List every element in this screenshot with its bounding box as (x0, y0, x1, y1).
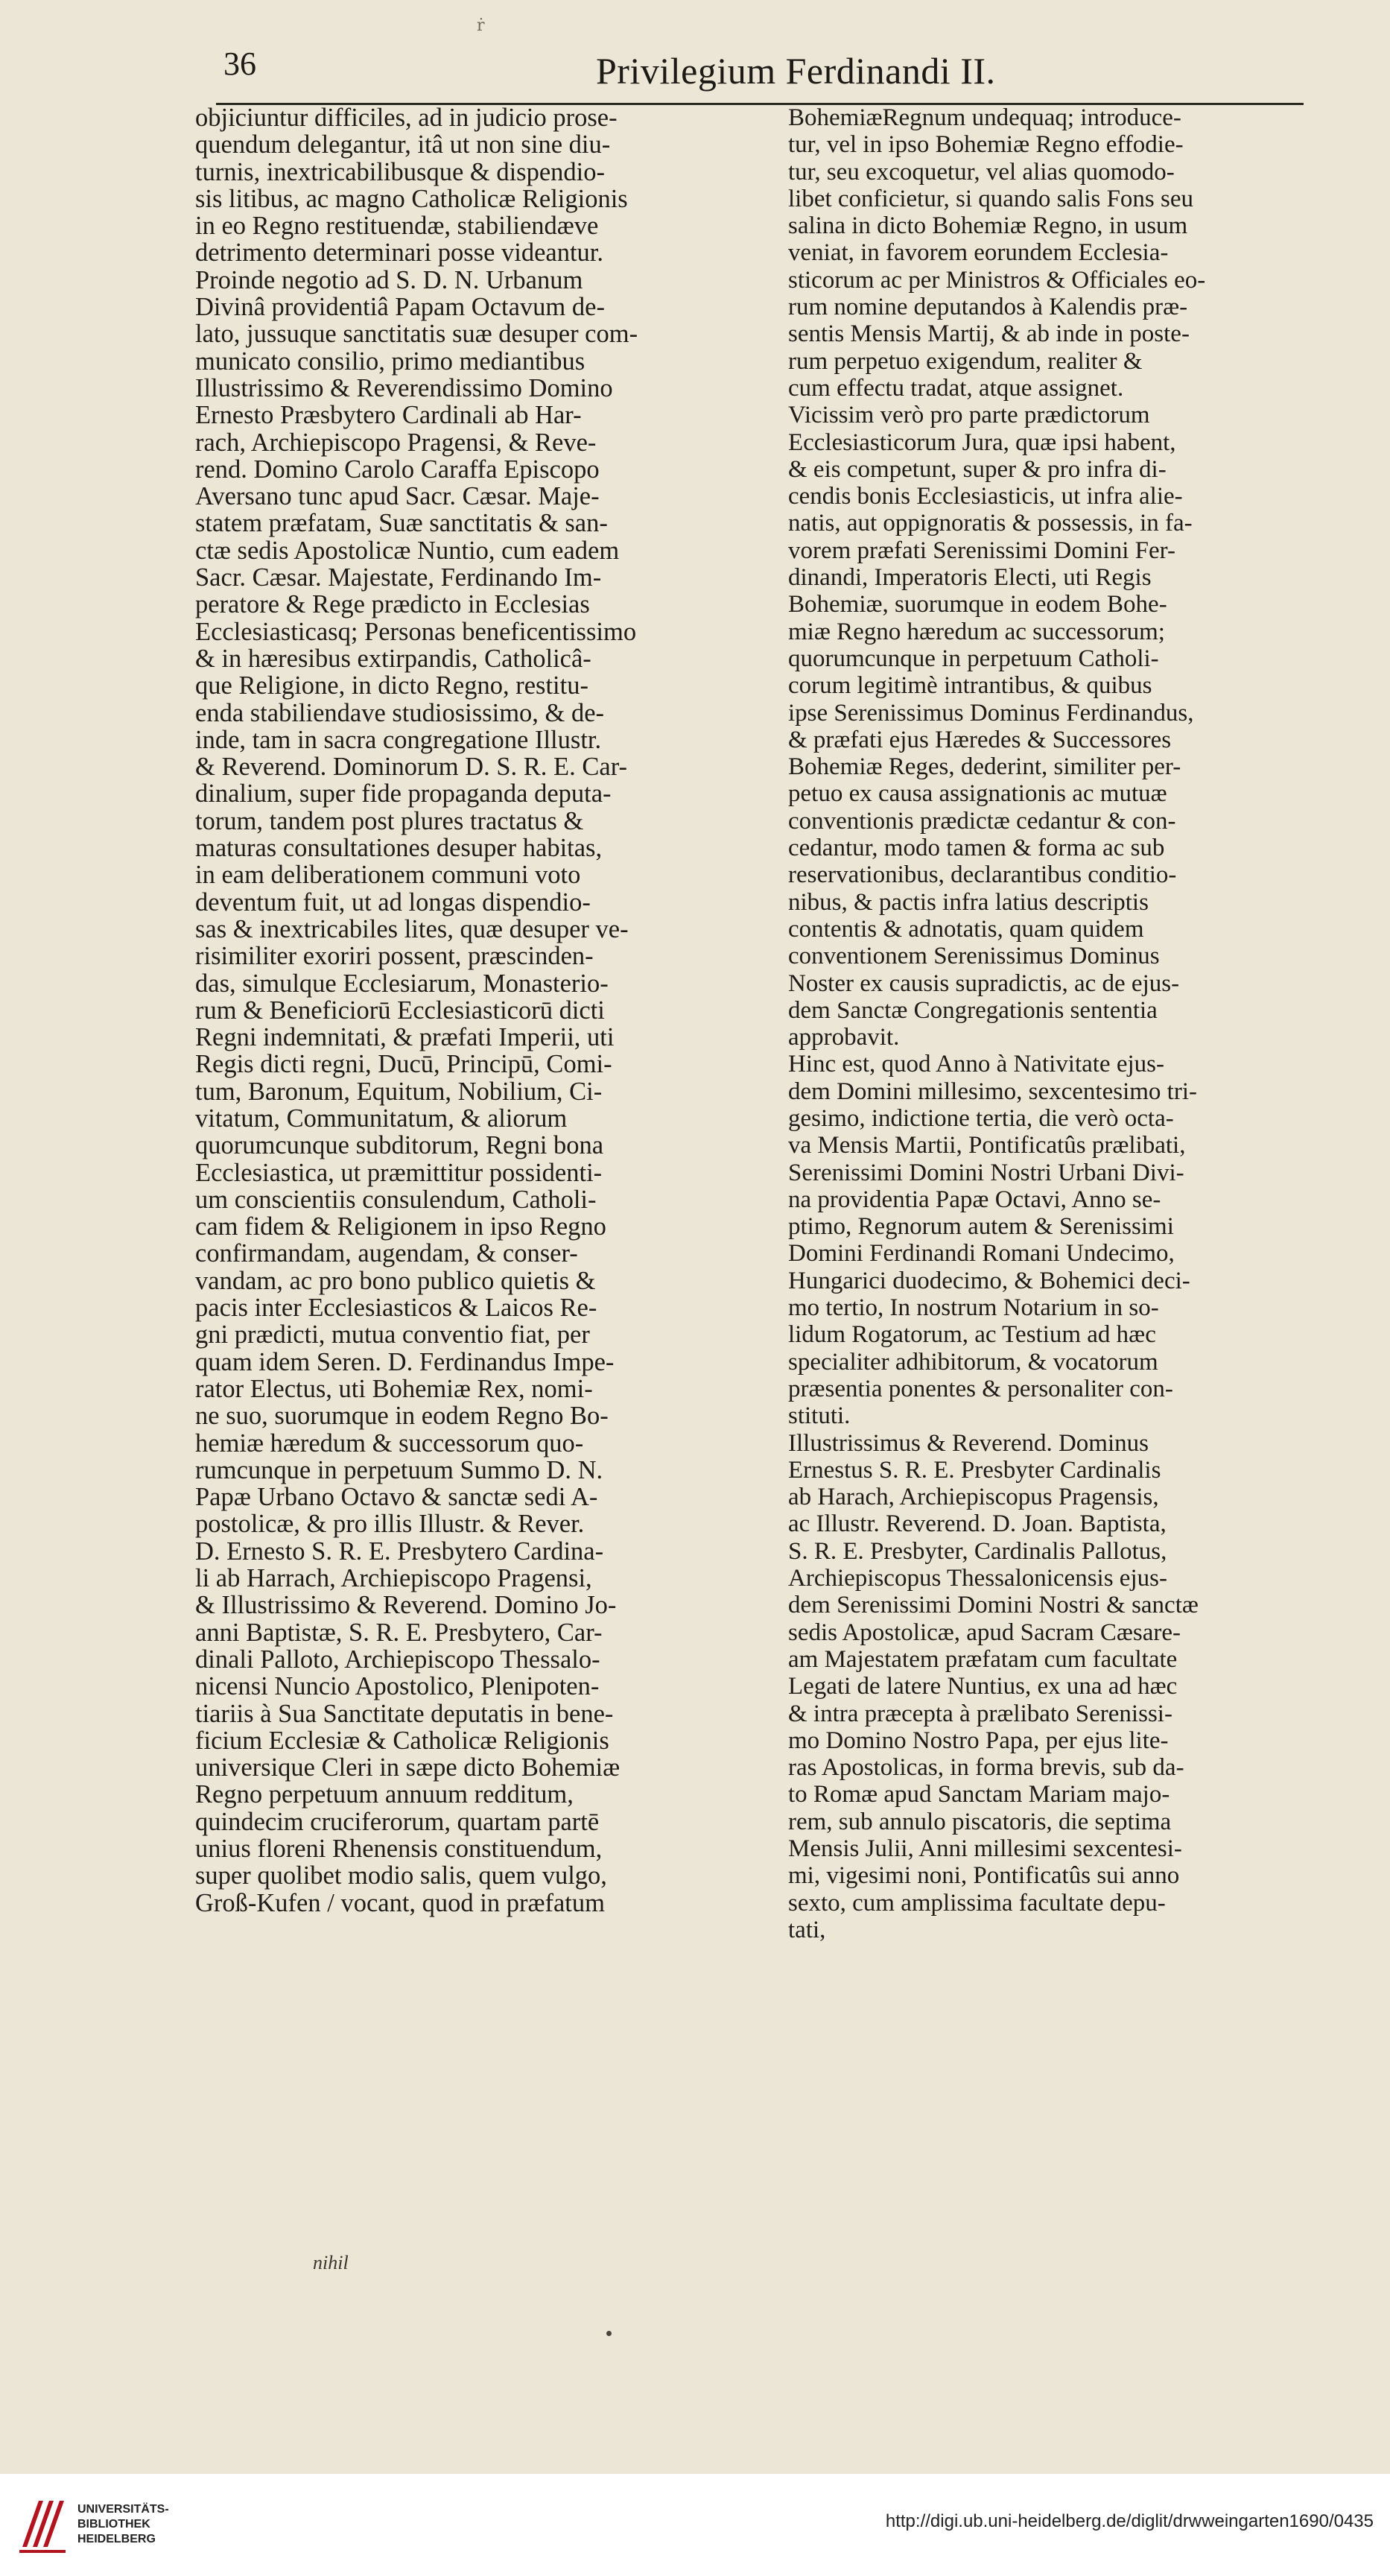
text-line: & Illustrissimo & Reverend. Domino Jo- (195, 1591, 617, 1620)
text-line: petuo ex causa assignationis ac mutuæ (788, 780, 1167, 808)
text-line: hemiæ hæredum & successorum quo- (195, 1428, 584, 1458)
left-text-column (195, 104, 732, 1917)
text-line: veniat, in favorem eorundem Ecclesia- (788, 239, 1169, 267)
text-line: Serenissimi Domini Nostri Urbani Divi- (788, 1159, 1184, 1186)
text-line: Papæ Urbano Octavo & sanctæ sedi A- (195, 1483, 598, 1512)
text-line: inde, tam in sacra congregatione Illustr. (195, 725, 602, 754)
text-line: rumcunque in perpetuum Summo D. N. (195, 1455, 603, 1484)
text-line: sas & inextricabiles lites, quæ desuper ve- (195, 914, 629, 943)
text-line: & in hæresibus extirpandis, Catholicâ- (195, 644, 591, 673)
text-line: libet conficietur, si quando salis Fons seu (788, 185, 1194, 212)
source-url-link[interactable]: http://digi.ub.uni-heidelberg.de/diglit/drwweingarten1690/0435 (885, 2511, 1374, 2531)
text-line: Regno perpetuum annuum redditum, (195, 1780, 574, 1809)
text-line: conventionem Serenissimus Dominus (788, 943, 1160, 970)
text-line: Sacr. Cæsar. Majestate, Ferdinando Im- (195, 563, 602, 592)
text-line: statem præfatam, Suæ sanctitatis & san- (195, 509, 608, 538)
text-line: super quolibet modio salis, quem vulgo, (195, 1861, 607, 1890)
text-line: reservationibus, declarantibus conditio- (788, 861, 1177, 889)
text-line: dem Sanctæ Congregationis sententia (788, 996, 1158, 1024)
text-line: conventionis prædictæ cedantur & con- (788, 807, 1176, 835)
library-name-line-3: HEIDELBERG (77, 2533, 156, 2545)
text-line: tati, (788, 1916, 826, 1943)
text-line: rum perpetuo exigendum, realiter & (788, 347, 1143, 375)
text-line: Ecclesiastica, ut præmittitur possidenti- (195, 1158, 603, 1187)
text-line: sentis Mensis Martij, & ab inde in poste- (788, 320, 1190, 348)
library-name-line-2: BIBLIOTHEK (77, 2518, 150, 2531)
text-line: peratore & Rege prædicto in Ecclesias (195, 590, 590, 619)
text-line: lato, jussuque sanctitatis suæ desuper com- (195, 320, 638, 349)
text-line: quindecim cruciferorum, quartam partē (195, 1807, 600, 1836)
text-line: vitatum, Communitatum, & aliorum (195, 1104, 568, 1133)
text-line: postolicæ, & pro illis Illustr. & Rever. (195, 1510, 585, 1539)
text-line: rator Electus, uti Bohemiæ Rex, nomi- (195, 1374, 593, 1403)
text-line: dinalium, super fide propaganda deputa- (195, 779, 612, 808)
text-line: contentis & adnotatis, quam quidem (788, 915, 1144, 943)
text-line: Vicissim verò pro parte prædictorum (788, 402, 1150, 429)
text-line: quendum delegantur, itâ ut non sine diu- (195, 130, 611, 159)
text-line: ac Illustr. Reverend. D. Joan. Baptista, (788, 1510, 1167, 1538)
text-line: S. R. E. Presbyter, Cardinalis Pallotus, (788, 1537, 1167, 1565)
text-line: Divinâ providentiâ Papam Octavum de- (195, 293, 605, 322)
text-line: confirmandam, augendam, & conser- (195, 1239, 578, 1268)
text-line: in eo Regno restituendæ, stabiliendæve (195, 212, 599, 241)
library-name-line-1: UNIVERSITÄTS- (77, 2503, 169, 2516)
text-line: um conscientiis consulendum, Catholi- (195, 1185, 597, 1214)
text-line: pacis inter Ecclesiasticos & Laicos Re- (195, 1294, 597, 1323)
text-line: tiariis à Sua Sanctitate deputatis in bene- (195, 1699, 614, 1728)
text-line: quorumcunque in perpetuum Catholi- (788, 645, 1159, 672)
text-line: dem Domini millesimo, sexcentesimo tri- (788, 1077, 1197, 1105)
ink-dot (606, 2331, 612, 2336)
text-line: municato consilio, primo mediantibus (195, 346, 585, 376)
text-line: mo Domino Nostro Papa, per ejus lite- (788, 1727, 1169, 1754)
text-line: deventum fuit, ut ad longas dispendio- (195, 887, 591, 917)
text-line: das, simulque Ecclesiarum, Monasterio- (195, 969, 609, 998)
text-line: sticorum ac per Ministros & Officiales eo- (788, 266, 1206, 294)
text-line: Aversano tunc apud Sacr. Cæsar. Maje- (195, 482, 600, 511)
library-name (77, 2502, 169, 2547)
text-line: cum effectu tradat, atque assignet. (788, 374, 1124, 402)
text-line: na providentia Papæ Octavi, Anno se- (788, 1186, 1161, 1213)
text-line: Hungarici duodecimo, & Bohemici deci- (788, 1267, 1190, 1294)
text-line: sedis Apostolicæ, apud Sacram Cæsare- (788, 1618, 1181, 1646)
text-line: Illustrissimus & Reverend. Dominus (788, 1429, 1149, 1457)
viewer-footer (0, 2474, 1390, 2576)
text-line: BohemiæRegnum undequaq; introduce- (788, 104, 1181, 131)
text-line: rach, Archiepiscopo Pragensi, & Reve- (195, 428, 597, 457)
text-line: nibus, & pactis infra latius descriptis (788, 888, 1149, 916)
text-line: & præfati ejus Hæredes & Successores (788, 726, 1172, 753)
text-line: Bohemiæ Reges, dederint, similiter per- (788, 753, 1181, 781)
text-line: cedantur, modo tamen & forma ac sub (788, 835, 1165, 862)
text-line: sexto, cum amplissima facultate depu- (788, 1889, 1166, 1917)
text-line: Illustrissimo & Reverendissimo Domino (195, 373, 613, 402)
page-number: 36 (223, 45, 256, 82)
text-line: tur, seu excoquetur, vel alias quomodo- (788, 158, 1175, 186)
text-line: & eis competunt, super & pro infra di- (788, 455, 1167, 483)
text-line: Ernesto Præsbytero Cardinali ab Har- (195, 401, 582, 430)
text-line: Regni indemnitati, & præfati Imperii, uti (195, 1023, 615, 1052)
text-line: corum legitimè intrantibus, & quibus (788, 672, 1152, 700)
text-line: rum & Beneficiorū Ecclesiasticorū dicti (195, 996, 605, 1025)
text-line: vandam, ac pro bono publico quietis & (195, 1266, 596, 1295)
text-line: ctæ sedis Apostolicæ Nuntio, cum eadem (195, 536, 620, 565)
text-line: universique Cleri in sæpe dicto Bohemiæ (195, 1753, 621, 1782)
text-line: ipse Serenissimus Dominus Ferdinandus, (788, 699, 1194, 727)
text-line: Legati de latere Nuntius, ex una ad hæc (788, 1673, 1178, 1700)
catchword: nihil (313, 2252, 349, 2273)
text-line: rem, sub annulo piscatoris, die septima (788, 1808, 1172, 1835)
text-line: dinandi, Imperatoris Electi, uti Regis (788, 564, 1152, 592)
text-line: Bohemiæ, suorumque in eodem Bohe- (788, 591, 1167, 618)
text-line: D. Ernesto S. R. E. Presbytero Cardina- (195, 1537, 604, 1566)
text-line: & Reverend. Dominorum D. S. R. E. Car- (195, 753, 627, 782)
text-line: Ecclesiasticasq; Personas beneficentissimo (195, 617, 637, 646)
university-library-logo-icon (16, 2495, 69, 2554)
text-line: enda stabiliendave studiosissimo, & de- (195, 698, 605, 727)
text-line: lidum Rogatorum, ac Testium ad hæc (788, 1321, 1156, 1349)
text-line: maturas consultationes desuper habitas, (195, 834, 603, 863)
text-line: Domini Ferdinandi Romani Undecimo, (788, 1240, 1175, 1268)
text-line: gesimo, indictione tertia, die verò octa- (788, 1104, 1174, 1132)
text-line: Proinde negotio ad S. D. N. Urbanum (195, 265, 583, 294)
text-line: ras Apostolicas, in forma brevis, sub da- (788, 1754, 1184, 1782)
text-line: salina in dicto Bohemiæ Regno, in usum (788, 212, 1188, 240)
text-line: miæ Regno hæredum ac successorum; (788, 618, 1165, 645)
text-line: dem Serenissimi Domini Nostri & sanctæ (788, 1592, 1199, 1619)
text-line: Archiepiscopus Thessalonicensis ejus- (788, 1565, 1167, 1592)
right-text-column (788, 104, 1310, 1943)
text-line: li ab Harrach, Archiepiscopo Pragensi, (195, 1564, 592, 1593)
text-line: rend. Domino Carolo Caraffa Episcopo (195, 455, 600, 484)
stray-mark: ṙ (477, 16, 485, 35)
text-line: Ecclesiasticorum Jura, quæ ipsi habent, (788, 428, 1176, 456)
text-line: cam fidem & Religionem in ipso Regno (195, 1212, 606, 1241)
text-line: objiciuntur difficiles, ad in judicio prose- (195, 104, 618, 132)
text-line: in eam deliberationem communi voto (195, 861, 581, 890)
text-line: & intra præcepta à prælibato Serenissi- (788, 1700, 1172, 1727)
running-title: Privilegium Ferdinandi II. (596, 50, 996, 92)
text-line: Groß-Kufen / vocant, quod in præfatum (195, 1888, 605, 1917)
text-line: tum, Baronum, Equitum, Nobilium, Ci- (195, 1077, 603, 1106)
text-line: quorumcunque subditorum, Regni bona (195, 1131, 604, 1160)
text-line: approbavit. (788, 1024, 900, 1051)
text-line: specialiter adhibitorum, & vocatorum (788, 1348, 1158, 1376)
text-line: sis litibus, ac magno Catholicæ Religionis (195, 184, 628, 213)
text-line: Hinc est, quod Anno à Nativitate ejus- (788, 1051, 1164, 1078)
text-line: am Majestatem præfatam cum facultate (788, 1645, 1178, 1673)
text-line: Mensis Julii, Anni millesimi sexcentesi- (788, 1835, 1182, 1862)
text-line: vorem præfati Serenissimi Domini Fer- (788, 537, 1175, 564)
text-line: rum nomine deputandos à Kalendis præ- (788, 294, 1188, 321)
text-line: ptimo, Regnorum autem & Serenissimi (788, 1213, 1174, 1241)
text-line: gni prædicti, mutua conventio fiat, per (195, 1320, 590, 1349)
text-line: Noster ex causis supradictis, ac de ejus- (788, 969, 1180, 997)
text-line: risimiliter exoriri possent, præscinden- (195, 942, 594, 971)
text-line: stituti. (788, 1402, 851, 1430)
text-line: quam idem Seren. D. Ferdinandus Impe- (195, 1347, 615, 1376)
text-line: to Romæ apud Sanctam Mariam majo- (788, 1781, 1170, 1808)
text-line: Regis dicti regni, Ducū, Principū, Comi- (195, 1050, 612, 1079)
text-line: præsentia ponentes & personaliter con- (788, 1375, 1173, 1402)
text-line: Ernestus S. R. E. Presbyter Cardinalis (788, 1456, 1161, 1484)
text-line: tur, vel in ipso Bohemiæ Regno effodie- (788, 131, 1184, 159)
text-line: unius floreni Rhenensis constituendum, (195, 1835, 603, 1863)
text-line: mo tertio, In nostrum Notarium in so- (788, 1294, 1159, 1322)
text-line: cendis bonis Ecclesiasticis, ut infra alie- (788, 483, 1183, 510)
text-line: ab Harach, Archiepiscopus Pragensis, (788, 1484, 1159, 1511)
text-line: detrimento determinari posse videantur. (195, 238, 604, 268)
text-line: va Mensis Martii, Pontificatûs prælibati, (788, 1132, 1186, 1159)
text-line: turnis, inextricabilibusque & dispendio- (195, 157, 605, 186)
text-line: torum, tandem post plures tractatus & (195, 806, 584, 835)
text-line: que Religione, in dicto Regno, restitu- (195, 671, 588, 700)
text-line: anni Baptistæ, S. R. E. Presbytero, Car- (195, 1618, 603, 1647)
text-line: dinali Palloto, Archiepiscopo Thessalo- (195, 1645, 600, 1674)
text-line: ficium Ecclesiæ & Catholicæ Religionis (195, 1726, 609, 1755)
text-line: nicensi Nuncio Apostolico, Plenipoten- (195, 1672, 600, 1701)
text-line: ne suo, suorumque in eodem Regno Bo- (195, 1402, 609, 1431)
text-line: natis, aut oppignoratis & possessis, in fa- (788, 510, 1193, 537)
text-line: mi, vigesimi noni, Pontificatûs sui anno (788, 1862, 1180, 1890)
